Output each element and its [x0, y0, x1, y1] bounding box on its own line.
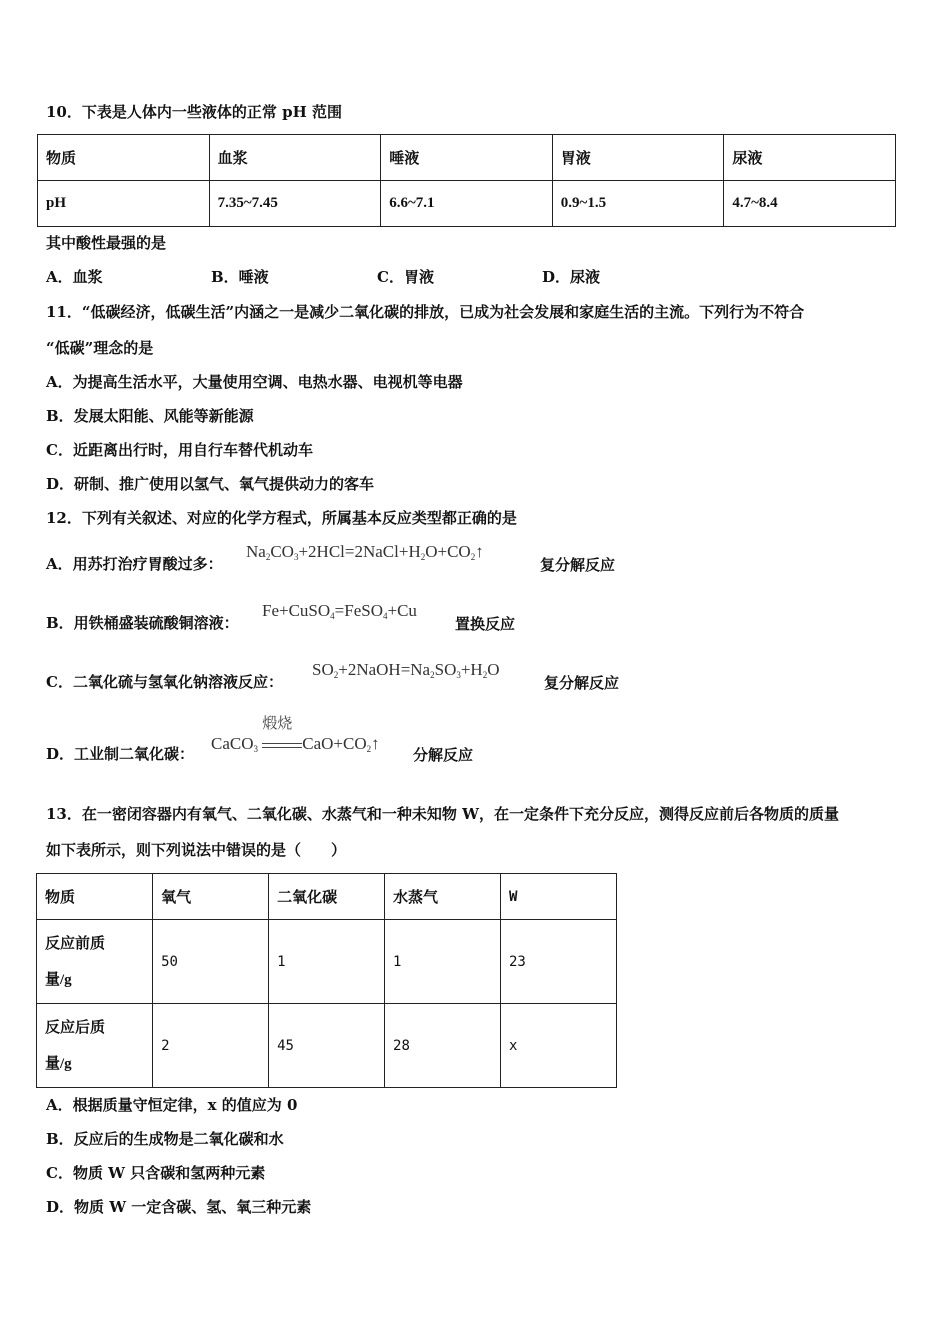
q11-stem-line2: “低碳”理念的是 — [46, 339, 154, 357]
option-b[interactable]: B．发展太阳能、风能等新能源 — [46, 407, 254, 425]
q11-stem-line1: 11．“低碳经济，低碳生活”内涵之一是减少二氧化碳的排放，已成为社会发展和家庭生活的主流。下列行为不符合 — [46, 303, 805, 321]
condition-text: 煅烧 — [262, 714, 293, 733]
option-d[interactable]: D．尿液 — [542, 268, 601, 286]
table-cell: 7.35~7.45 — [209, 181, 381, 227]
table-row — [37, 1004, 617, 1088]
table-cell: 28 — [385, 1004, 501, 1088]
table-cell: 反应后质 量/g — [37, 1004, 153, 1088]
table-cell: 0.9~1.5 — [552, 181, 724, 227]
table-cell: 水蒸气 — [385, 874, 501, 920]
reaction-type-d: 分解反应 — [413, 746, 474, 764]
option-a[interactable]: A．根据质量守恒定律，x 的值应为 0 — [46, 1096, 298, 1114]
q13-stem-line1: 13．在一密闭容器内有氧气、二氧化碳、水蒸气和一种未知物 W，在一定条件下充分反应，测得反应前后各物质的质量 — [46, 805, 839, 823]
option-c[interactable]: C．胃液 — [377, 268, 434, 286]
table-cell: W — [501, 874, 617, 920]
table-header-row — [37, 874, 617, 920]
table-cell: 23 — [501, 920, 617, 1004]
table-row — [37, 920, 617, 1004]
table-cell: 物质 — [37, 874, 153, 920]
option-b[interactable]: B．唾液 — [211, 268, 269, 286]
q12-stem: 12．下列有关叙述、对应的化学方程式，所属基本反应类型都正确的是 — [46, 509, 517, 527]
option-c[interactable]: C．物质 W 只含碳和氢两种元素 — [46, 1164, 266, 1182]
table-cell: 胃液 — [552, 135, 724, 181]
q10-options — [46, 267, 746, 287]
option-a[interactable]: A．用苏打治疗胃酸过多： — [46, 555, 223, 573]
table-cell: pH — [38, 181, 210, 227]
table-cell: 45 — [269, 1004, 385, 1088]
q10-ph-table — [37, 134, 896, 227]
equation-d: CaCO$_3$ 煅烧 $CaO+CO_2↑$ — [211, 714, 380, 754]
table-cell: 血浆 — [209, 135, 381, 181]
table-cell: 1 — [269, 920, 385, 1004]
q10-stem: 10．下表是人体内一些液体的正常 pH 范围 — [46, 103, 342, 121]
table-cell: 反应前质 量/g — [37, 920, 153, 1004]
option-c[interactable]: C．二氧化硫与氢氧化钠溶液反应： — [46, 673, 283, 691]
reaction-type-a: 复分解反应 — [540, 556, 616, 574]
table-cell: 50 — [153, 920, 269, 1004]
option-b[interactable]: B．反应后的生成物是二氧化碳和水 — [46, 1130, 284, 1148]
table-cell: 6.6~7.1 — [381, 181, 553, 227]
reaction-type-c: 复分解反应 — [544, 674, 620, 692]
option-c[interactable]: C．近距离出行时，用自行车替代机动车 — [46, 441, 313, 459]
table-cell: 1 — [385, 920, 501, 1004]
equation-c: $SO_2+2NaOH=Na_2SO_3+H_2O$ — [312, 660, 500, 680]
equation-b: Fe+CuSO$_4$=FeSO$_4$+Cu — [262, 601, 417, 621]
reaction-condition-arrow — [262, 714, 302, 752]
option-d[interactable]: D．工业制二氧化碳： — [46, 745, 195, 763]
table-cell: 二氧化碳 — [269, 874, 385, 920]
table-row — [38, 181, 896, 227]
table-cell: 物质 — [38, 135, 210, 181]
q13-stem-line2: 如下表所示，则下列说法中错误的是（ ） — [46, 841, 347, 859]
option-a[interactable]: A．为提高生活水平，大量使用空调、电热水器、电视机等电器 — [46, 373, 463, 391]
table-cell: 2 — [153, 1004, 269, 1088]
table-cell: 4.7~8.4 — [724, 181, 896, 227]
q10-question: 其中酸性最强的是 — [46, 234, 167, 252]
option-d[interactable]: D．研制、推广使用以氢气、氧气提供动力的客车 — [46, 475, 375, 493]
option-b[interactable]: B．用铁桶盛装硫酸铜溶液： — [46, 614, 239, 632]
table-header-row — [38, 135, 896, 181]
equation-a: $Na_2CO_3+2HCl=2NaCl+H_2O+CO_2↑$ — [246, 542, 484, 562]
table-cell: x — [501, 1004, 617, 1088]
option-d[interactable]: D．物质 W 一定含碳、氢、氧三种元素 — [46, 1198, 312, 1216]
reaction-type-b: 置换反应 — [455, 615, 516, 633]
option-a[interactable]: A．血浆 — [46, 268, 103, 286]
table-cell: 尿液 — [724, 135, 896, 181]
q13-mass-table — [36, 873, 617, 1088]
table-cell: 唾液 — [381, 135, 553, 181]
table-cell: 氧气 — [153, 874, 269, 920]
